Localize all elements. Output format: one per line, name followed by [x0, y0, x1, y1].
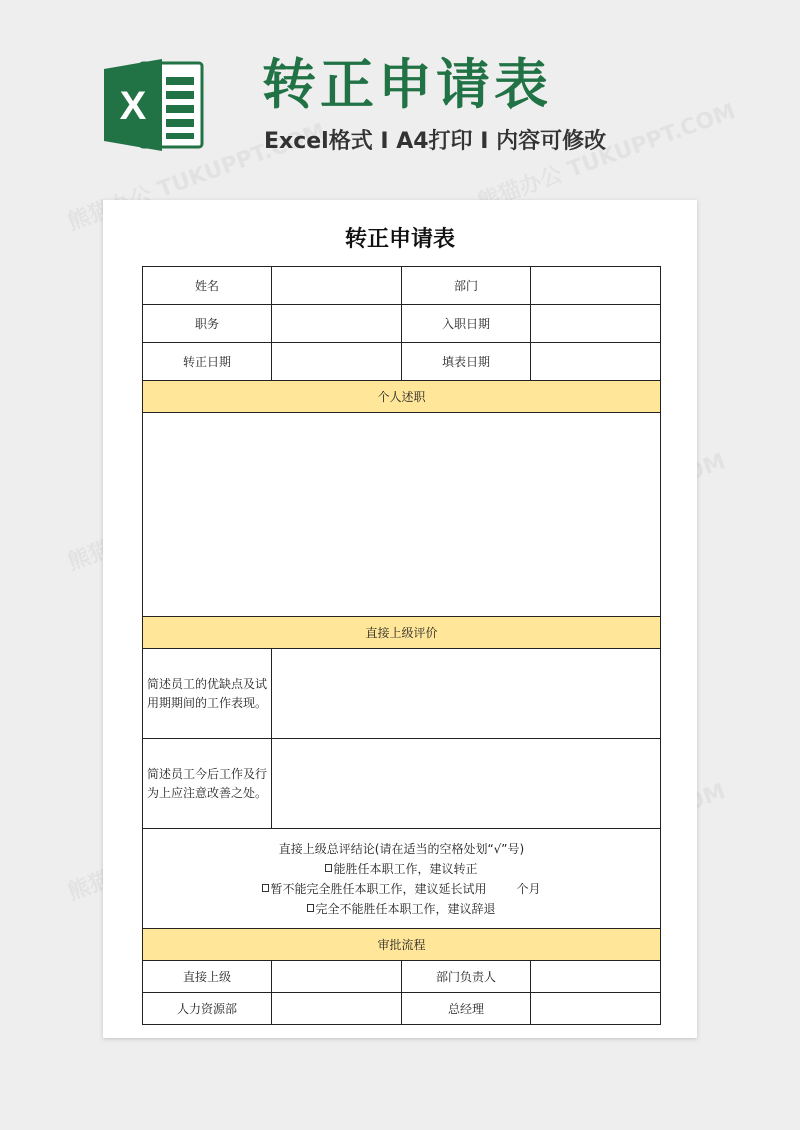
- self-statement-header: 个人述职: [143, 381, 661, 413]
- gm-signature-cell[interactable]: [531, 993, 661, 1025]
- fill-date-input-cell[interactable]: [531, 343, 661, 381]
- name-input-cell[interactable]: [272, 267, 402, 305]
- conclusion-cell: [143, 829, 661, 929]
- position-label: 职务: [143, 305, 272, 343]
- approval-header: 审批流程: [143, 929, 661, 961]
- improvements-input-cell[interactable]: [272, 739, 661, 829]
- conclusion-option-2-unit: 个月: [516, 881, 541, 896]
- regularization-date-input-cell[interactable]: [272, 343, 402, 381]
- conclusion-option-3: 完全不能胜任本职工作，建议辞退: [315, 901, 496, 916]
- application-form-table: [142, 266, 661, 1025]
- banner-subtitle: Excel格式 I A4打印 I 内容可修改: [264, 129, 607, 154]
- excel-logo-icon: [104, 57, 204, 153]
- form-paper: [103, 200, 697, 1038]
- conclusion-option-1: 能胜任本职工作，建议转正: [333, 861, 478, 876]
- hire-date-label: 入职日期: [402, 305, 531, 343]
- hr-signature-cell[interactable]: [272, 993, 402, 1025]
- position-input-cell[interactable]: [272, 305, 402, 343]
- checkbox-option-1[interactable]: [325, 864, 332, 872]
- dept-head-signature-cell[interactable]: [531, 961, 661, 993]
- logo-letter: X: [119, 84, 147, 128]
- supervisor-signature-cell[interactable]: [272, 961, 402, 993]
- conclusion-option-2: 暂不能完全胜任本职工作，建议延长试用: [270, 881, 487, 896]
- checkbox-option-3[interactable]: [307, 904, 314, 912]
- hire-date-input-cell[interactable]: [531, 305, 661, 343]
- conclusion-heading: 直接上级总评结论(请在适当的空格处划“√”号): [278, 841, 525, 856]
- hr-label: 人力资源部: [143, 993, 272, 1025]
- regularization-date-label: 转正日期: [143, 343, 272, 381]
- dept-head-label: 部门负责人: [402, 961, 531, 993]
- department-input-cell[interactable]: [531, 267, 661, 305]
- gm-label: 总经理: [402, 993, 531, 1025]
- name-label: 姓名: [143, 267, 272, 305]
- supervisor-review-header: 直接上级评价: [143, 617, 661, 649]
- fill-date-label: 填表日期: [402, 343, 531, 381]
- department-label: 部门: [402, 267, 531, 305]
- banner-title: 转正申请表: [262, 53, 552, 116]
- checkbox-option-2[interactable]: [262, 884, 269, 892]
- self-statement-input-cell[interactable]: [143, 413, 661, 617]
- supervisor-label: 直接上级: [143, 961, 272, 993]
- strengths-label: 简述员工的优缺点及试用期期间的工作表现。: [143, 649, 272, 739]
- improvements-label: 简述员工今后工作及行为上应注意改善之处。: [143, 739, 272, 829]
- strengths-input-cell[interactable]: [272, 649, 661, 739]
- form-title: 转正申请表: [344, 227, 455, 252]
